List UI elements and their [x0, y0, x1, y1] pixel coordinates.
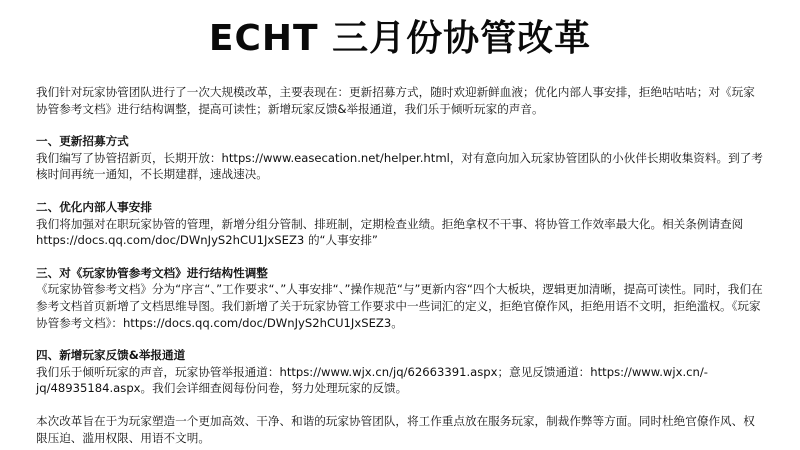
closing-paragraph: 本次改革旨在于为玩家塑造一个更加高效、干净、和谐的玩家协管团队，将工作重点放在服务玩家，制裁作弊等方面。同时杜绝官僚作风、权限压迫、滥用权限、用语不文明。: [36, 413, 755, 445]
section-heading: 一、更新招募方式: [36, 134, 129, 149]
document-content: [36, 84, 764, 446]
section-heading: 三、对《玩家协管参考文档》进行结构性调整: [36, 265, 268, 280]
document-title: ECHT 三月份协管改革: [208, 18, 592, 59]
section-heading: 二、优化内部人事安排: [36, 199, 152, 214]
section-body: 我们乐于倾听玩家的声音，玩家协管举报通道：https://www.wjx.cn/jq/62663391.aspx；意见反馈通道：https://www.wjx.cn/-jq/48935184.aspx。我们会详细查阅每份问卷，努力处理玩家的反馈。: [36, 364, 708, 396]
section-feedback-channel: [36, 347, 764, 397]
section-document-structure: [36, 265, 764, 331]
section-personnel: [36, 199, 764, 249]
section-body: 我们编写了协管招新页，长期开放：https://www.easecation.net/helper.html，对有意向加入玩家协管团队的小伙伴长期收集资料。到了考核时间再统一通知，不长期建群，速战速决。: [36, 150, 763, 182]
section-body: 《玩家协管参考文档》分为“序言“、”工作要求“、”人事安排“、”操作规范“与”更新内容“四个大板块，逻辑更加清晰，提高可读性。同时，我们在参考文档首页新增了文档思维导图。我们新增了关于玩家协管工作要求中一些词汇的定义，拒绝官僚作风，拒绝用语不文明，拒绝滥权。《玩家协管参考文档》：https://docs.qq.com/doc/DWnJyS2hCU1JxSEZ3。: [36, 282, 763, 330]
section-heading: 四、新增玩家反馈&举报通道: [36, 348, 186, 363]
section-body: 我们将加强对在职玩家协管的管理，新增分组分管制、排班制，定期检查业绩。拒绝拿权不干事、将协管工作效率最大化。相关条例请查阅https://docs.qq.com/doc/DWnJyS2hCU1JxSEZ3 的“人事安排”: [36, 216, 744, 248]
section-recruitment: [36, 133, 764, 183]
intro-paragraph: 我们针对玩家协管团队进行了一次大规模改革，主要表现在：更新招募方式，随时欢迎新鲜血液；优化内部人事安排，拒绝咕咕咕；对《玩家协管参考文档》进行结构调整，提高可读性；新增玩家反馈&举报通道，我们乐于倾听玩家的声音。: [36, 85, 755, 116]
